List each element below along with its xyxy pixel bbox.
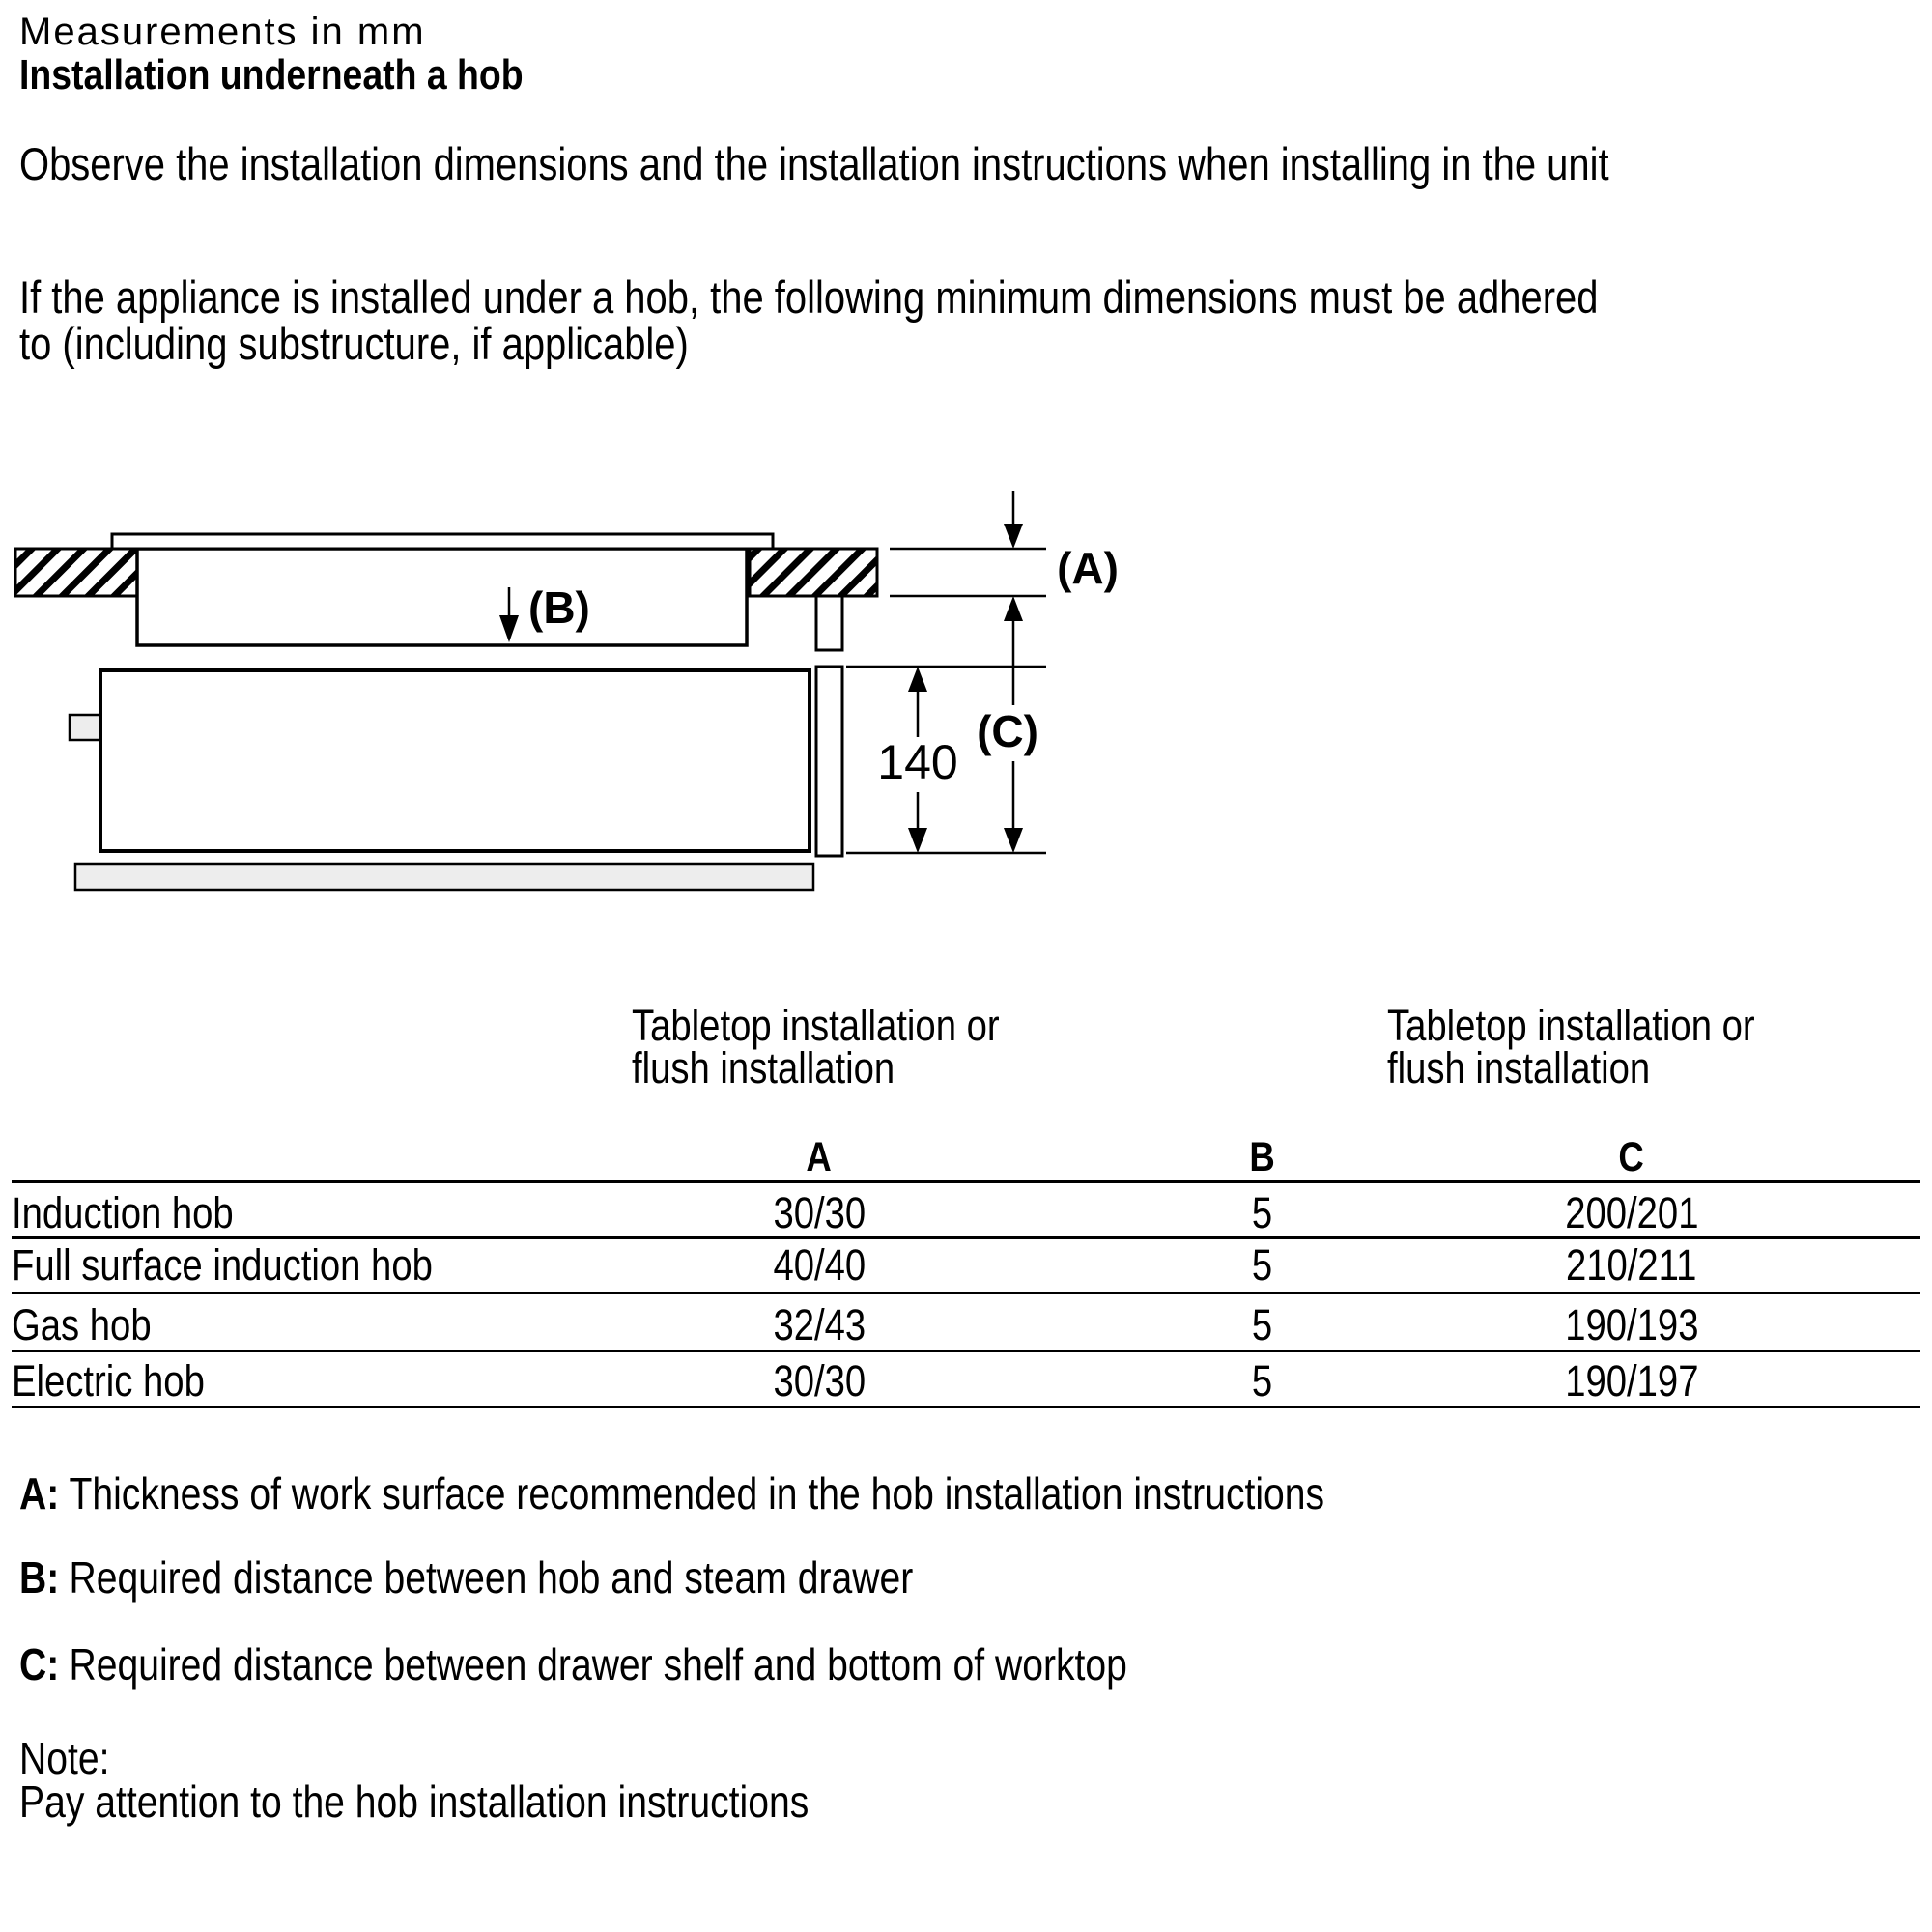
- table-cell: [1438, 1356, 1825, 1406]
- row-3-label: Gas hob: [12, 1300, 152, 1350]
- footnote-c-prefix: C:: [19, 1639, 60, 1690]
- table-cell: [1069, 1356, 1456, 1406]
- group-header-a-line2: flush installation: [632, 1043, 895, 1093]
- condition-line2: to (including substructure, if applicable): [19, 318, 689, 369]
- note-text-content: Pay attention to the hob installation instructions: [19, 1776, 810, 1827]
- table-cell: [626, 1188, 1012, 1238]
- row-1-a: 30/30: [773, 1188, 866, 1237]
- dimension-label-b: (B): [528, 582, 590, 633]
- footnote-a-prefix: A:: [19, 1468, 60, 1519]
- observe-paragraph: [19, 138, 1889, 189]
- note-label-text: Note:: [19, 1733, 110, 1783]
- column-header-b: [1069, 1134, 1456, 1181]
- dimension-value-140: 140: [877, 735, 958, 789]
- table-cell: [626, 1240, 1012, 1291]
- row-4-a: 30/30: [773, 1356, 866, 1406]
- hob-glass-plate: [112, 534, 773, 549]
- footnote-b: [19, 1551, 1071, 1604]
- footnote-b-text: Required distance between hob and steam drawer: [69, 1552, 914, 1603]
- measurements-note: [19, 11, 426, 54]
- table-rule-top: [12, 1180, 1920, 1183]
- footnote-c: [19, 1638, 1322, 1690]
- column-header-b-text: B: [1249, 1134, 1276, 1180]
- dimension-label-c: (C): [977, 706, 1038, 756]
- drawer-knob: [70, 715, 100, 740]
- row-2-b: 5: [1252, 1240, 1273, 1290]
- table-cell: [1438, 1300, 1825, 1350]
- column-header-c: [1438, 1134, 1825, 1181]
- steam-drawer-body: [100, 670, 810, 851]
- table-row-label: [12, 1240, 507, 1291]
- hob-body: [137, 549, 747, 645]
- footnote-a-text: Thickness of work surface recommended in the hob installation instructions: [69, 1468, 1325, 1519]
- page-title-text: Installation underneath a hob: [19, 51, 524, 99]
- table-row-label: [12, 1188, 272, 1238]
- column-header-c-text: C: [1618, 1134, 1645, 1180]
- column-header-a: [626, 1134, 1012, 1181]
- note-text: [19, 1776, 949, 1828]
- condition-line1: If the appliance is installed under a hob, the following minimum dimensions must be adhered: [19, 271, 1599, 323]
- row-2-label: Full surface induction hob: [12, 1240, 433, 1290]
- group-header-c-line2: flush installation: [1387, 1043, 1651, 1093]
- table-cell: [626, 1300, 1012, 1350]
- row-1-c: 200/201: [1564, 1188, 1699, 1237]
- group-header-c-line1: Tabletop installation or: [1387, 1001, 1755, 1050]
- group-header-c: [1387, 1001, 1820, 1093]
- table-cell: [1069, 1300, 1456, 1350]
- drawer-rear-rail: [816, 667, 842, 856]
- worktop-left-section: [15, 549, 137, 596]
- table-cell: [626, 1356, 1012, 1406]
- table-row-label: [12, 1356, 239, 1406]
- row-3-c: 190/193: [1564, 1300, 1699, 1350]
- hob-mounting-tab: [816, 596, 842, 650]
- height-140-arrow-down: [908, 828, 927, 853]
- group-header-a-line1: Tabletop installation or: [632, 1001, 1000, 1050]
- footnote-c-text: Required distance between drawer shelf and bottom of worktop: [69, 1639, 1127, 1690]
- dimension-label-a: (A): [1057, 543, 1119, 593]
- installation-diagram: [0, 464, 1140, 908]
- row-1-b: 5: [1252, 1188, 1273, 1237]
- row-1-label: Induction hob: [12, 1188, 234, 1237]
- footnote-a: [19, 1467, 1555, 1520]
- condition-paragraph: [19, 271, 1877, 369]
- height-140-arrow-up: [908, 667, 927, 692]
- a-arrow-down: [1004, 524, 1023, 549]
- row-3-a: 32/43: [773, 1300, 866, 1350]
- footnote-b-prefix: B:: [19, 1552, 60, 1603]
- row-3-b: 5: [1252, 1300, 1273, 1350]
- row-2-a: 40/40: [773, 1240, 866, 1290]
- table-cell: [1069, 1240, 1456, 1291]
- observe-paragraph-text: Observe the installation dimensions and the installation instructions when installing in the unit: [19, 138, 1609, 189]
- row-2-c: 210/211: [1566, 1240, 1697, 1290]
- group-header-a: [632, 1001, 1065, 1093]
- table-row-label: [12, 1300, 176, 1350]
- worktop-right-section: [750, 549, 877, 596]
- row-4-label: Electric hob: [12, 1356, 205, 1406]
- table-cell: [1069, 1188, 1456, 1238]
- drawer-shelf: [75, 864, 813, 890]
- table-cell: [1438, 1240, 1825, 1291]
- table-cell: [1438, 1188, 1825, 1238]
- column-header-a-text: A: [806, 1134, 833, 1180]
- table-rule-2: [12, 1292, 1920, 1294]
- page-title: [19, 51, 612, 99]
- c-arrow-up: [1004, 596, 1023, 621]
- row-4-b: 5: [1252, 1356, 1273, 1406]
- row-4-c: 190/197: [1564, 1356, 1699, 1406]
- measurements-note-text: Measurements in mm: [19, 11, 426, 53]
- c-arrow-down: [1004, 828, 1023, 853]
